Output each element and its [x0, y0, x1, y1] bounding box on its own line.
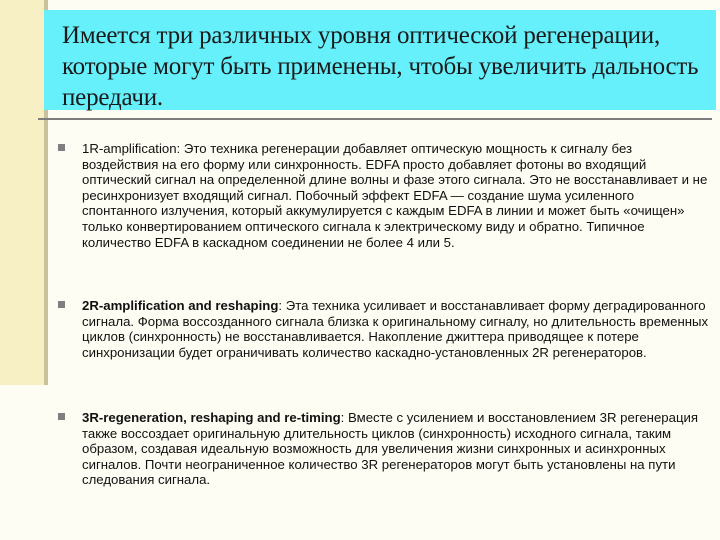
item-text: [82, 141, 712, 250]
bullet-square-icon: [58, 413, 65, 420]
item-description: Это техника регенерации добавляет оптическую мощность к сигналу без воздействия на его форму или синхронность. EDFA просто добавляет фотоны во входящий оптический сигнал на определенной длине волны и фазе этого сигнала. Это не восстанавливает и не ресинхронизует входящий сигнал. Побочный эффект EDFA — создание шума усиленного спонтанного излучения, который аккумулируется с каждым EDFA в линии и может быть «очищен» только конвертированием оптического сигнала к электрическому виду и обратно. Типичное количество EDFA в каскадном соединении не более 4 или 5.: [82, 141, 708, 250]
left-decorative-bar: [0, 0, 44, 385]
item-text: [82, 410, 712, 488]
bullet-square-icon: [58, 144, 65, 151]
item-term: 3R-regeneration, reshaping and re-timing: [82, 410, 341, 425]
title-box: [44, 10, 716, 110]
title-divider: [38, 118, 712, 120]
item-term: 2R-amplification and reshaping: [82, 298, 279, 313]
bullet-square-icon: [58, 301, 65, 308]
item-term: 1R-amplification:: [82, 141, 181, 156]
item-description: : Вместе с усилением и восстановлением 3R регенерация также воссоздает оригинальную длительность циклов (синхронность) исходного сигнала, таким образом, создавая идеальную возможность для увеличения жизни синхронных и асинхронных сигналов. Почти неограниченное количество 3R регенераторов могут быть установлены на пути следования сигнала.: [82, 410, 699, 488]
item-description: : Эта техника усиливает и восстанавливает форму деградированного сигнала. Форма воссозданного сигнала близка к оригинальному сигналу, но длительность временных циклов (синхронность) не восстанавливается. Накопление джиттера приводящее к потере синхронизации будет ограничивать количество каскадно-установленных 2R регенераторов.: [82, 298, 709, 360]
slide-title: Имеется три различных уровня оптической регенерации, которые могут быть применены, чтобы увеличить дальность передачи.: [62, 22, 699, 111]
item-text: [82, 298, 712, 360]
